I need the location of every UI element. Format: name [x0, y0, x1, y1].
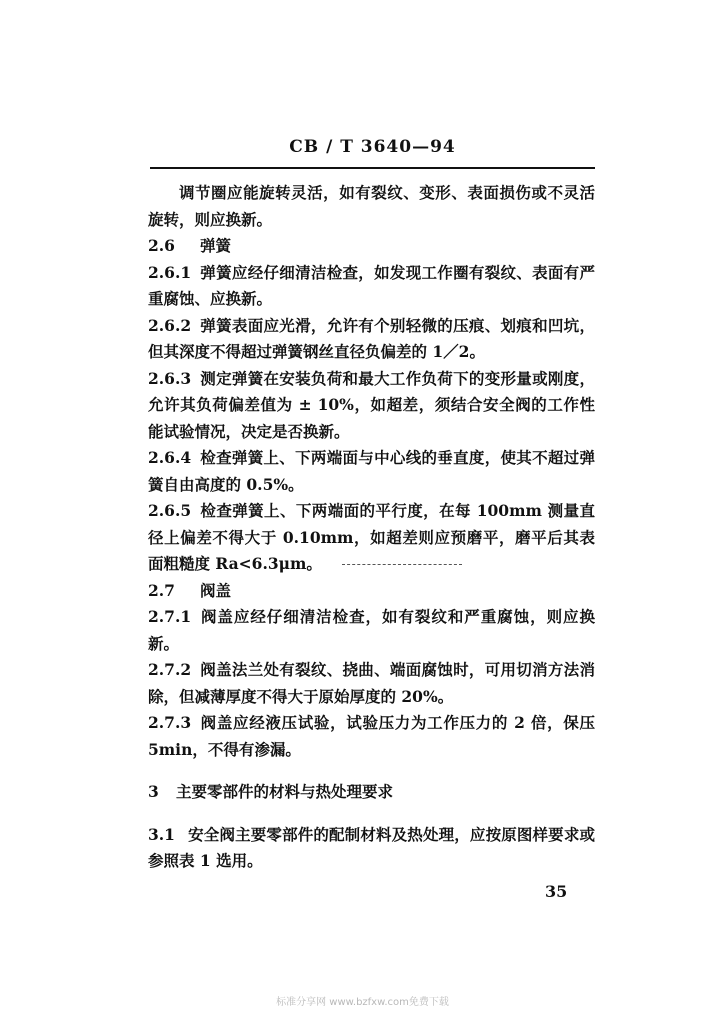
paragraph-text: 弹簧表面应光滑，允许有个别轻微的压痕、划痕和凹坑，但其深度不得超过弹簧钢丝直径负偏差的 1／2。 — [148, 315, 595, 361]
paragraph-2-6-5 — [148, 498, 595, 578]
section-number: 2.7 — [148, 580, 175, 600]
paragraph-2-6-3 — [148, 366, 595, 446]
clause-number: 2.7.2 — [148, 660, 192, 679]
clause-number: 3.1 — [148, 824, 175, 844]
standard-header: CB / T 3640—94 — [289, 137, 456, 157]
section-title: 阀盖 — [200, 580, 232, 600]
spacer — [148, 763, 595, 779]
paragraph-2-7-1 — [148, 604, 595, 657]
clause-number: 2.7.1 — [148, 607, 192, 626]
scan-smudge — [342, 564, 462, 566]
page-number: 35 — [545, 882, 568, 901]
paragraph-text: 检查弹簧上、下两端面的平行度，在每 100mm 测量直径上偏差不得大于 0.10mm，如超差则应预磨平，磨平后其表面粗糙度 Ra<6.3μm。 — [148, 501, 595, 573]
paragraph-text: 弹簧应经仔细清洁检查，如发现工作圈有裂纹、表面有严重腐蚀、应换新。 — [148, 262, 595, 308]
clause-number: 2.6.2 — [148, 315, 192, 335]
document-body — [148, 180, 595, 875]
section-title: 弹簧 — [200, 236, 232, 255]
paragraph-2-7-3 — [148, 710, 595, 763]
section-heading-2-6 — [148, 233, 595, 260]
paragraph-2-6-4 — [148, 445, 595, 498]
paragraph-2-6-2 — [148, 313, 595, 366]
paragraph-intro — [148, 180, 595, 233]
header-rule — [150, 167, 595, 169]
section-number: 3 — [148, 782, 159, 801]
clause-number: 2.6.1 — [148, 262, 192, 282]
clause-number: 2.6.5 — [148, 501, 192, 520]
paragraph-text: 安全阀主要零部件的配制材料及热处理，应按原图样要求或参照表 1 选用。 — [148, 824, 595, 870]
clause-number: 2.6.3 — [148, 368, 192, 388]
paragraph-2-6-1 — [148, 260, 595, 313]
section-title: 主要零部件的材料与热处理要求 — [176, 782, 394, 801]
paragraph-text: 调节圈应能旋转灵活，如有裂纹、变形、表面损伤或不灵活旋转，则应换新。 — [148, 183, 595, 229]
paragraph-text: 阀盖应经液压试验，试验压力为工作压力的 2 倍，保压 5min，不得有渗漏。 — [148, 713, 595, 759]
paragraph-2-7-2 — [148, 657, 595, 710]
clause-number: 2.7.3 — [148, 713, 192, 732]
clause-number: 2.6.4 — [148, 448, 192, 467]
paragraph-text: 检查弹簧上、下两端面与中心线的垂直度，使其不超过弹簧自由高度的 0.5%。 — [148, 448, 595, 494]
paragraph-3-1 — [148, 822, 595, 875]
paragraph-text: 阀盖法兰处有裂纹、挠曲、端面腐蚀时，可用切消方法消除，但减薄厚度不得大于原始厚度的 20%。 — [148, 660, 595, 706]
section-heading-3 — [148, 779, 595, 806]
paragraph-text: 阀盖应经仔细清洁检查，如有裂纹和严重腐蚀，则应换新。 — [148, 607, 595, 653]
section-number: 2.6 — [148, 236, 175, 255]
spacer — [148, 806, 595, 822]
paragraph-text: 测定弹簧在安装负荷和最大工作负荷下的变形量或刚度，允许其负荷偏差值为 ± 10%，如超差，须结合安全阀的工作性能试验情况，决定是否换新。 — [148, 368, 595, 441]
section-heading-2-7 — [148, 578, 595, 605]
watermark-footer: 标准分享网 www.bzfxw.com免费下载 — [276, 997, 449, 1008]
